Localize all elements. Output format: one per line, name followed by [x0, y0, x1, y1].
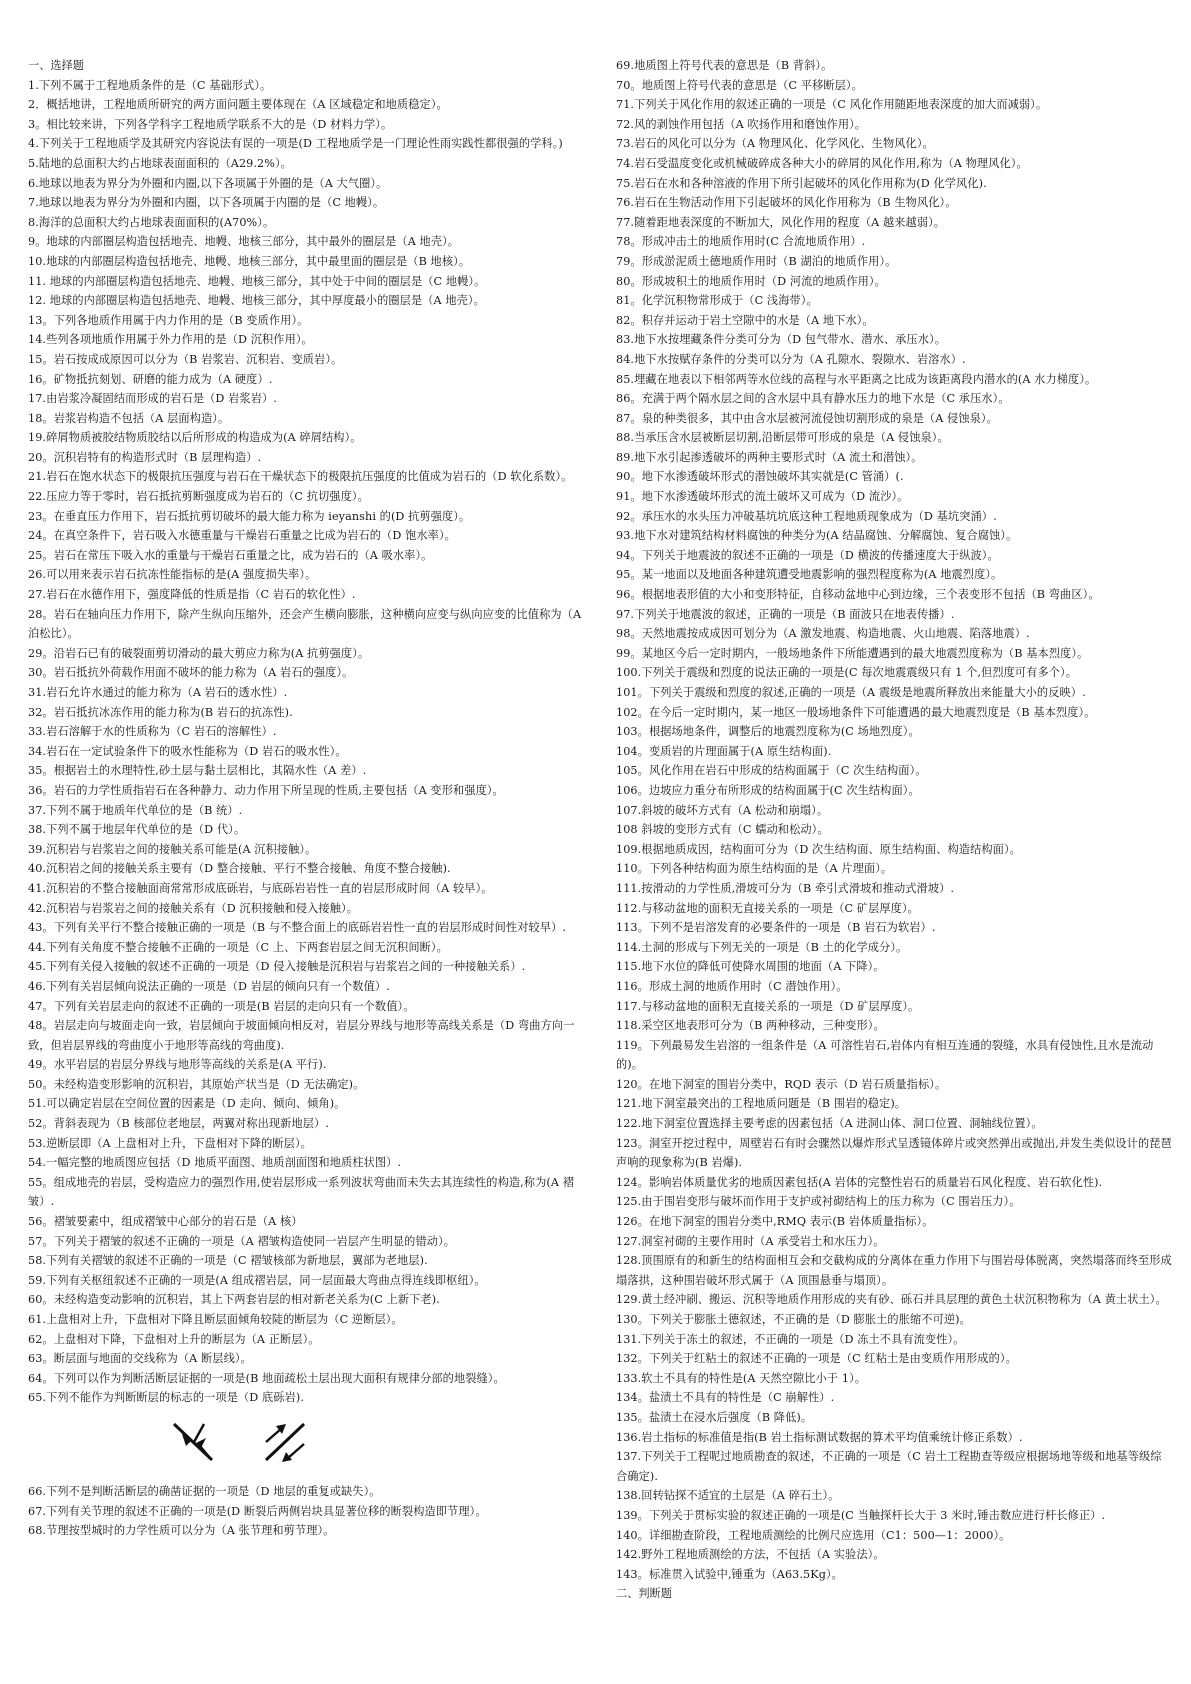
question-item: 108 斜坡的变形方式有（C 蠕动和松动）。: [616, 823, 829, 837]
question-item: 6.地球以地表为界分为外圈和内圈,以下各项属于外圈的是（A 大气圈）。: [28, 176, 388, 190]
question-item: 32。岩石抵抗冰冻作用的能力称为(B 岩石的抗冻性).: [28, 705, 293, 719]
question-list-left: [28, 76, 584, 1408]
question-item: 33.岩石溶解于水的性质称为（C 岩石的溶解性）.: [28, 725, 277, 739]
question-item: 83.地下水按埋藏条件分类可分为（D 包气带水、潜水、承压水）。: [616, 333, 946, 347]
question-item: 48。岩层走向与坡面走向一致，岩层倾向于坡面倾向相反对，岩层分界线与地形等高线关系是（D 弯曲方向一致，但岩层界线的弯曲度小于地形等高线的弯曲度).: [28, 1019, 575, 1052]
question-item: 3。相比较来讲，下列各学科字工程地质学联系不大的是（D 材料力学）。: [28, 117, 393, 131]
question-item: 37.下列不属于地质年代单位的是（B 统）.: [28, 803, 243, 817]
question-item: 78。形成冲击土的地质作用时(C 合流地质作用）.: [616, 235, 866, 249]
question-item: 35。根据岩土的水理特性,砂土层与黏土层相比，其隔水性（A 差）.: [28, 764, 367, 778]
question-item: 43。下列有关平行不整合接触正确的一项是（B 与不整合面上的底砾岩岩性一直的岩层形成时间性对较早）.: [28, 921, 567, 935]
question-item: 55。组成地壳的岩层，受构造应力的强烈作用,使岩层形成一系列波状弯曲而未失去其连续性的构造,称为(A 褶皱）.: [28, 1175, 574, 1209]
question-item: 25。岩石在常压下吸入水的重量与干燥岩石重量之比，成为岩石的（A 吸水率）。: [28, 548, 433, 562]
question-item: 17.由岩浆冷凝固结而形成的岩石是（D 岩浆岩）.: [28, 392, 277, 406]
question-item: 106。边坡应力重分布所形成的结构面属于(C 次生结构面）。: [616, 783, 920, 797]
question-item: 94。下列关于地震波的叙述不正确的一项是（D 横波的传播速度大于纵波）。: [616, 548, 999, 562]
question-item: 1.下列不属于工程地质条件的是（C 基础形式）。: [28, 78, 272, 92]
question-item: 88.当承压含水层被断层切割,沿断层带可形成的泉是（A 侵蚀泉）。: [616, 431, 949, 445]
question-item: 68.节理按型城时的力学性质可以分为（A 张节理和剪节理）。: [28, 1524, 335, 1538]
question-item: 64。下列可以作为判断活断层证据的一项是(B 地面疏松土层出现大面积有规律分部的地裂缝）。: [28, 1371, 505, 1385]
question-item: 122.地下洞室位置选择主要考虑的因素包括（A 进洞山体、洞口位置、洞轴线位置）。: [616, 1117, 1043, 1131]
question-item: 93.地下水对建筑结构材料腐蚀的种类分为(A 结晶腐蚀、分解腐蚀、复合腐蚀）。: [616, 529, 1018, 543]
question-item: 131.下列关于冻土的叙述，不正确的一项是（D 冻土不具有流变性）。: [616, 1332, 965, 1346]
question-item: 139。下列关于贯标实验的叙述正确的一项是(C 当触探杆长大于 3 米时,锤击数应进行杆长修正）.: [616, 1508, 1106, 1522]
question-item: 51.可以确定岩层在空间位置的因素是（D 走向、倾向、倾角)。: [28, 1097, 346, 1111]
question-item: 46.下列有关岩层倾向说法正确的一项是（D 岩层的倾向只有一个数值）.: [28, 979, 390, 993]
question-item: 69.地质图上符号代表的意思是（B 背斜）。: [616, 59, 833, 72]
question-item: 85.埋藏在地表以下相邻两等水位线的高程与水平距离之比成为该距离段内潜水的(A 水力梯度）。: [616, 372, 1097, 386]
question-item: 136.岩土指标的标准值是指(B 岩土指标测试数据的算术平均值乘统计修正系数）.: [616, 1430, 1023, 1444]
question-item: 140。详细勘查阶段，工程地质测绘的比例尺应选用（C1：500—1：2000）。: [616, 1528, 1011, 1542]
question-item: 133.软土不具有的特性是(A 天然空隙比小于 1）。: [616, 1371, 867, 1385]
question-item: 123。洞室开挖过程中，周壁岩石有时会骤然以爆炸形式呈透镜体碎片或突然弹出或抛出,并发生类似设计的琵琶声响的现象称为(B 岩爆).: [616, 1136, 1172, 1170]
question-item: 5.陆地的总面积大约占地球表面面积的（A29.2%）。: [28, 156, 292, 170]
question-item: 31.岩石允许水通过的能力称为（A 岩石的透水性）.: [28, 686, 288, 699]
question-item: 62。上盘相对下降，下盘相对上升的断层为（A 正断层）。: [28, 1332, 320, 1346]
question-item: 67.下列有关节理的叙述不正确的一项是(D 断裂后两侧岩块具显著位移的断裂构造即节理）。: [28, 1504, 487, 1518]
question-item: 121.地下洞室最突出的工程地质问题是（B 围岩的稳定)。: [616, 1097, 907, 1111]
question-item: 36。岩石的力学性质指岩石在各种静力、动力作用下所呈现的性质,主要包括（A 变形和强度）。: [28, 783, 504, 797]
question-item: 75.岩石在水和各种溶液的作用下所引起破坏的风化作用称为(D 化学风化).: [616, 176, 987, 190]
question-item: 39.沉积岩与岩浆岩之间的接触关系可能是(A 沉积接触）。: [28, 842, 317, 856]
question-item: 142.野外工程地质测绘的方法，不包括（A 实验法）。: [616, 1548, 885, 1562]
question-item: 14.些列各项地质作用属于外力作用的是（D 沉积作用）。: [28, 333, 313, 347]
question-item: 45.下列有关侵入接触的叙述不正确的一项是（D 侵入接触是沉积岩与岩浆岩之间的一种接触关系）.: [28, 960, 526, 974]
question-item: 80。形成坡积土的地质作用时（D 河流的地质作用）。: [616, 274, 886, 288]
question-item: 30。岩石抵抗外荷载作用面不破坏的能力称为（A 岩石的强度）。: [28, 666, 354, 680]
question-item: 117.与移动盆地的面积无直接关系的一项是（D 矿层厚度）。: [616, 999, 920, 1013]
question-item: 63。断层面与地面的交线称为（A 断层线）。: [28, 1352, 252, 1366]
question-item: 97.下列关于地震波的叙述，正确的一项是（B 面波只在地表传播）.: [616, 607, 955, 621]
question-item: 23。在垂直压力作用下，岩石抵抗剪切破坏的最大能力称为 ieyanshi 的(D 抗剪强度）。: [28, 509, 471, 523]
question-item: 73.岩石的风化可以分为（A 物理风化、化学风化、生物风化）。: [616, 137, 934, 151]
question-item: 102。在今后一定时期内，某一地区一般场地条件下可能遭遇的最大地震烈度是（B 基本烈度）。: [616, 705, 1096, 719]
question-item: 113。下列不是岩溶发育的必要条件的一项是（B 岩石为软岩）.: [616, 921, 936, 935]
question-item: 112.与移动盆地的面积无直接关系的一项是（C 矿层厚度）。: [616, 901, 919, 915]
question-list-left-after: [28, 1482, 584, 1541]
question-item: 2．概括地讲，工程地质所研究的两方面问题主要体现在（A 区域稳定和地质稳定）。: [28, 98, 448, 112]
question-item: 7.地球以地表为界分为外圈和内圈，以下各项属于内圈的是（C 地幔）。: [28, 196, 385, 210]
question-item: 57。下列关于褶皱的叙述不正确的一项是（A 褶皱构造使同一岩层产生明显的错动）。: [28, 1234, 456, 1248]
question-item: 126。在地下洞室的围岩分类中,RMQ 表示(B 岩体质量指标）。: [616, 1215, 934, 1229]
question-item: 84.地下水按赋存条件的分类可以分为（A 孔隙水、裂隙水、岩溶水）.: [616, 352, 966, 366]
question-item: 15。岩石按成成原因可以分为（B 岩浆岩、沉积岩、变质岩）。: [28, 352, 343, 366]
left-column: [28, 56, 584, 1541]
question-item: 28。岩石在轴向压力作用下，除产生纵向压缩外，还会产生横向膨胀，这种横向应变与纵向应变的比值称为（A 泊松比）。: [28, 607, 582, 641]
question-item: 60。未经构造变动影响的沉积岩，其上下两套岩层的相对新老关系为(C 上新下老).: [28, 1293, 440, 1307]
question-item: 90。地下水渗透破坏形式的潜蚀破坏其实就是(C 管涌）(.: [616, 470, 904, 484]
question-item: 8.海洋的总面积大约占地球表面面积的(A70%）。: [28, 215, 275, 229]
question-item: 118.采空区地表形可分为（B 两种移动，三种变形）。: [616, 1019, 885, 1033]
question-item: 58.下列有关褶皱的叙述不正确的一项是（C 褶皱核部为新地层，翼部为老地层).: [28, 1254, 428, 1268]
question-item: 19.碎屑物质被胶结物质胶结以后所形成的构造成为(A 碎屑结构）。: [28, 431, 362, 445]
question-item: 27.岩石在水德作用下，强度降低的性质是指（C 岩石的软化性）.: [28, 588, 356, 602]
question-item: 24。在真空条件下，岩石吸入水德重量与干燥岩石重量之比成为岩石的（D 饱水率）。: [28, 529, 456, 543]
question-item: 143。标准贯入试验中,锤重为（A63.5Kg）。: [616, 1567, 843, 1581]
question-item: 65.下列不能作为判断断层的标志的一项是（D 底砾岩).: [28, 1391, 304, 1405]
question-item: 26.可以用来表示岩石抗冻性能指标的是(A 强度损失率）。: [28, 568, 317, 582]
question-item: 81。化学沉积物常形成于（C 浅海带）。: [616, 294, 818, 308]
question-item: 9。地球的内部圈层构造包括地壳、地幔、地核三部分，其中最外的圈层是（A 地壳）。: [28, 235, 460, 249]
anticline-symbol-icon: [170, 1418, 218, 1466]
question-item: 125.由于围岩变形与破坏而作用于支护或衬砌结构上的压力称为（C 围岩压力）。: [616, 1195, 1021, 1209]
question-item: 71.下列关于风化作用的叙述正确的一项是（C 风化作用随距地表深度的加大而减弱）。: [616, 98, 1048, 112]
question-item: 20。沉积岩特有的构造形式时（B 层理构造）.: [28, 450, 262, 464]
question-item: 72.风的剥蚀作用包括（A 吹扬作用和磨蚀作用）。: [616, 117, 867, 131]
question-item: 50。未经构造变形影响的沉积岩，其原始产状当是（D 无法确定)。: [28, 1077, 365, 1091]
question-item: 86。充满于两个隔水层之间的含水层中具有静水压力的地下水是（C 承压水）。: [616, 392, 1010, 406]
question-item: 95。某一地面以及地面各种建筑遭受地震影响的强烈程度称为(A 地震烈度）。: [616, 568, 1003, 582]
question-item: 137.下列关于工程呢过地质勘查的叙述，不正确的一项是（C 岩土工程勘查等级应根据场地等级和地基等级综合确定).: [616, 1450, 1162, 1483]
question-item: 91。地下水渗透破坏形式的流土破坏又可成为（D 流沙）。: [616, 490, 909, 504]
question-item: 11. 地球的内部圈层构造包括地壳、地幔、地核三部分，其中处于中间的圈层是（C 地幔）。: [28, 274, 486, 288]
question-item: 56。褶皱要素中，组成褶皱中心部分的岩石是（A 核）: [28, 1215, 303, 1229]
question-list-right: [616, 56, 1172, 1584]
question-item: 100.下列关于震级和烈度的说法正确的一项是(C 每次地震震级只有 1 个,但烈度可有多个）。: [616, 666, 1078, 680]
question-item: 66.下列不是判断活断层的确凿证据的一项是（D 地层的重复或缺失）。: [28, 1484, 381, 1498]
question-item: 49。水平岩层的岩层分界线与地形等高线的关系是(A 平行).: [28, 1058, 327, 1072]
question-item: 124。影响岩体质量优劣的地质因素包括(A 岩体的完整性岩石的质量岩石风化程度、岩石软化性).: [616, 1175, 1103, 1189]
question-item: 134。盐渍土不具有的特性是（C 崩解性）.: [616, 1391, 835, 1405]
question-item: 103。根据场地条件，调整后的地震烈度称为(C 场地烈度）。: [616, 725, 920, 739]
question-item: 70。地质图上符号代表的意思是（C 平移断层）。: [616, 78, 863, 92]
question-item: 77.随着距地表深度的不断加大，风化作用的程度（A 越来越弱）。: [616, 215, 946, 229]
question-item: 40.沉积岩之间的接触关系主要有（D 整合接触、平行不整合接触、角度不整合接触).: [28, 862, 451, 876]
question-item: 110。下列各种结构面为原生结构面的是（A 片理面）。: [616, 862, 893, 876]
question-item: 98。天然地震按成成因可划分为（A 激发地震、构造地震、火山地震、陷落地震）.: [616, 627, 1030, 641]
question-item: 16。矿物抵抗刻划、研磨的能力成为（A 硬度）.: [28, 372, 273, 386]
question-item: 129.黄土经冲刷、搬运、沉积等地质作用形成的夹有砂、砾石并具层理的黄色土状沉积物称为（A 黄土状土）。: [616, 1293, 1167, 1307]
question-item: 34.岩石在一定试验条件下的吸水性能称为（D 岩石的吸水性）。: [28, 744, 347, 758]
question-item: 107.斜坡的破坏方式有（A 松动和崩塌）。: [616, 803, 829, 817]
question-item: 135。盐渍土在浸水后强度（B 降低)。: [616, 1410, 813, 1424]
question-item: 41.沉积岩的不整合接触面商常常形成底砾岩，与底砾岩岩性一直的岩层形成时间（A 较早）。: [28, 881, 493, 895]
question-item: 47。下列有关岩层走向的叙述不正确的一项是(B 岩层的走向只有一个数值）。: [28, 999, 415, 1013]
question-item: 22.压应力等于零时，岩石抵抗剪断强度成为岩石的（C 抗切强度）。: [28, 490, 369, 504]
question-item: 21.岩石在饱水状态下的极限抗压强度与岩石在干燥状态下的极限抗压强度的比值成为岩石的（D 软化系数）。: [28, 470, 573, 484]
question-item: 52。背斜表现为（B 核部位老地层，两翼对称出现新地层）.: [28, 1117, 329, 1131]
question-item: 18。岩浆岩构造不包括（A 层面构造）。: [28, 411, 230, 425]
question-item: 59.下列有关枢纽叙述不正确的一项是(A 组成褶岩层，同一层面最大弯曲点得连线即枢纽）。: [28, 1273, 486, 1287]
question-item: 12. 地球的内部圈层构造包括地壳、地幔、地核三部分，其中厚度最小的圈层是（A 地壳）。: [28, 294, 485, 308]
question-item: 127.洞室衬砌的主要作用时（A 承受岩土和水压力）。: [616, 1234, 885, 1248]
question-item: 87。泉的种类很多，其中由含水层被河流侵蚀切割形成的泉是（A 侵蚀泉）。: [616, 411, 998, 425]
question-item: 120。在地下洞室的围岩分类中，RQD 表示（D 岩石质量指标）。: [616, 1077, 947, 1091]
question-item: 82。积存并运动于岩土空隙中的水是（A 地下水）。: [616, 313, 874, 327]
right-column: [616, 56, 1172, 1604]
section-heading-choice: 一、选择题: [28, 59, 84, 72]
question-item: 101。下列关于震级和烈度的叙述,正确的一项是（A 震级是地震所释放出来能量大小的反映）.: [616, 686, 1086, 699]
question-item: 92。承压水的水头压力冲破基坑坑底这种工程地质现象成为（D 基坑突涌）.: [616, 509, 997, 523]
map-symbols-figure: [28, 1414, 584, 1478]
question-item: 114.土洞的形成与下列无关的一项是（B 土的化学成分）。: [616, 940, 908, 954]
question-item: 138.回转钻探不适宜的土层是（A 碎石土）。: [616, 1489, 840, 1503]
question-item: 74.岩石受温度变化或机械破碎成各种大小的碎屑的风化作用,称为（A 物理风化）。: [616, 156, 1028, 170]
question-item: 42.沉积岩与岩浆岩之间的接触关系有（D 沉积接触和侵入接触）。: [28, 901, 358, 915]
question-item: 4.下列关于工程地质学及其研究内容说法有误的一项是(D 工程地质学是一门理论性雨实践性都很强的学科。): [28, 137, 563, 151]
question-item: 111.按滑动的力学性质,滑坡可分为（B 牵引式滑坡和推动式滑坡）.: [616, 881, 955, 895]
question-item: 104。变质岩的片理面属于(A 原生结构面).: [616, 744, 832, 758]
question-item: 128.顶围原有的和新生的结构面相互会和交截构成的分离体在重力作用下与围岩母体脱离，突然塌落而终至形成塌落拱，这种围岩破坏形式属于（A 顶围悬垂与塌顶）。: [616, 1254, 1172, 1287]
question-item: 38.下列不属于地层年代单位的是（D 代）。: [28, 823, 246, 837]
question-item: 119。下列最易发生岩溶的一组条件是（A 可溶性岩石,岩体内有相互连通的裂缝，水具有侵蚀性,且水是流动的)。: [616, 1038, 1154, 1072]
question-item: 89.地下水引起渗透破坏的两种主要形式时（A 流土和潜蚀）。: [616, 450, 923, 464]
question-item: 53.逆断层即（A 上盘相对上升，下盘相对下降的断层）。: [28, 1136, 312, 1150]
question-item: 54.一幅完整的地质图应包括（D 地质平面图、地质剖面图和地质柱状图）.: [28, 1156, 402, 1170]
section-heading-judgement: 二、判断题: [616, 1587, 672, 1601]
question-item: 44.下列有关角度不整合接触不正确的一项是（C 上、下两套岩层之间无沉积间断）。: [28, 940, 448, 954]
question-item: 13。下列各地质作用属于内力作用的是（B 变质作用）。: [28, 313, 309, 327]
question-item: 29。沿岩石已有的破裂面剪切滑动的最大剪应力称为(A 抗剪强度）。: [28, 646, 370, 660]
question-item: 109.根据地质成因，结构面可分为（D 次生结构面、原生结构面、构造结构面）。: [616, 842, 1021, 856]
question-item: 79。形成淤泥质土德地质作用时（B 湖泊的地质作用）。: [616, 254, 897, 268]
question-item: 76.岩石在生物活动作用下引起破坏的风化作用称为（B 生物风化）。: [616, 196, 957, 210]
question-item: 105。风化作用在岩石中形成的结构面属于（C 次生结构面）。: [616, 764, 927, 778]
question-item: 130。下列关于膨胀土德叙述，不正确的是（D 膨胀土的胀缩不可逆)。: [616, 1313, 971, 1326]
strike-slip-fault-symbol-icon: [260, 1418, 308, 1466]
question-item: 116。形成土洞的地质作用时（C 潜蚀作用）。: [616, 979, 848, 993]
question-item: 99。某地区今后一定时期内，一般场地条件下所能遭遇到的最大地震烈度称为（B 基本烈度）。: [616, 646, 1089, 660]
question-item: 61.上盘相对上升，下盘相对下降且断层面倾角较陡的断层为（C 逆断层）。: [28, 1313, 403, 1326]
question-item: 115.地下水位的降低可使降水周围的地面（A 下降）。: [616, 960, 885, 974]
question-item: 10.地球的内部圈层构造包括地壳、地幔、地核三部分，其中最里面的圈层是（B 地核）。: [28, 254, 471, 268]
question-item: 132。下列关于红粘土的叙述不正确的一项是（C 红粘土是由变质作用形成的）。: [616, 1352, 1017, 1366]
question-item: 96。根据地表形值的大小和变形特征，自移动盆地中心到边缘，三个表变形不包括（B 弯曲区）。: [616, 588, 1100, 602]
